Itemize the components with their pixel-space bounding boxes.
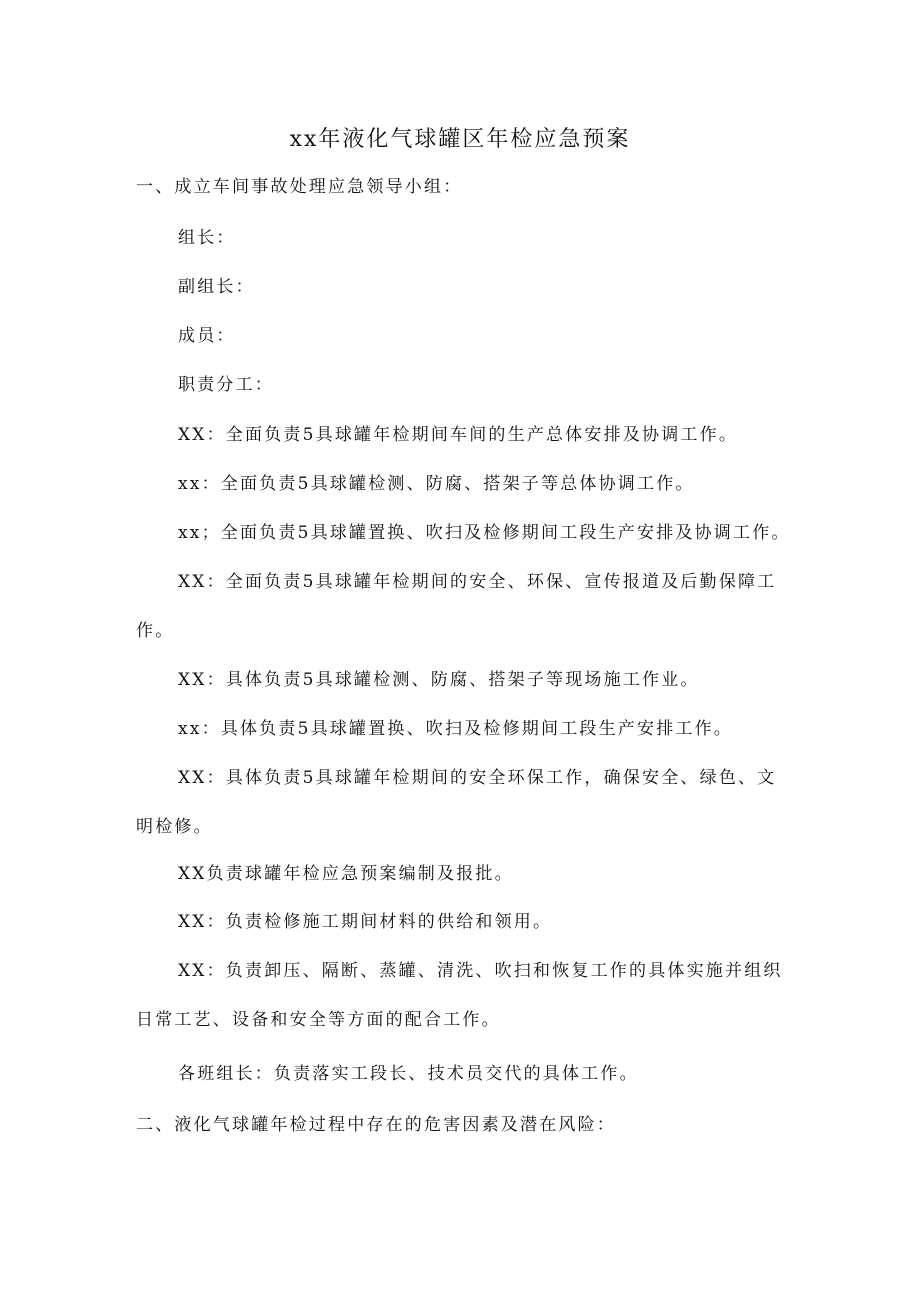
duty-line-continued: 明检修。 <box>136 817 213 837</box>
duties-heading: 职责分工： <box>178 375 274 395</box>
duty-line: XX：负责卸压、隔断、蒸罐、清洗、吹扫和恢复工作的具体实施并组织 <box>178 961 783 981</box>
duty-line-continued: 作。 <box>136 621 175 641</box>
duty-line: xx；全面负责5具球罐置换、吹扫及检修期间工段生产安排及协调工作。 <box>178 523 791 543</box>
duty-line: XX负责球罐年检应急预案编制及报批。 <box>178 864 514 884</box>
duty-line-continued: 日常工艺、设备和安全等方面的配合工作。 <box>136 1010 501 1030</box>
members-label: 成员： <box>178 326 236 346</box>
duty-line: XX：具体负责5具球罐年检期间的安全环保工作，确保安全、绿色、文 <box>178 768 777 788</box>
duty-line: XX：负责检修施工期间材料的供给和领用。 <box>178 912 553 932</box>
section2-heading: 二、液化气球罐年检过程中存在的危害因素及潜在风险： <box>136 1115 616 1135</box>
deputy-leader-label: 副组长： <box>178 277 255 297</box>
leader-label: 组长： <box>178 228 236 248</box>
duty-line: XX：全面负责5具球罐年检期间车间的生产总体安排及协调工作。 <box>178 425 739 445</box>
duty-line: xx：全面负责5具球罐检测、防腐、搭架子等总体协调工作。 <box>178 474 695 494</box>
duty-line: xx：具体负责5具球罐置换、吹扫及检修期间工段生产安排工作。 <box>178 719 733 739</box>
section1-heading: 一、成立车间事故处理应急领导小组： <box>136 177 463 197</box>
duty-line: XX：具体负责5具球罐检测、防腐、搭架子等现场施工作业。 <box>178 670 700 690</box>
document-title: xx年液化气球罐区年检应急预案 <box>289 127 631 152</box>
duty-line: 各班组长：负责落实工段长、技术员交代的具体工作。 <box>178 1064 639 1084</box>
duty-line: XX：全面负责5具球罐年检期间的安全、环保、宣传报道及后勤保障工 <box>178 572 777 592</box>
